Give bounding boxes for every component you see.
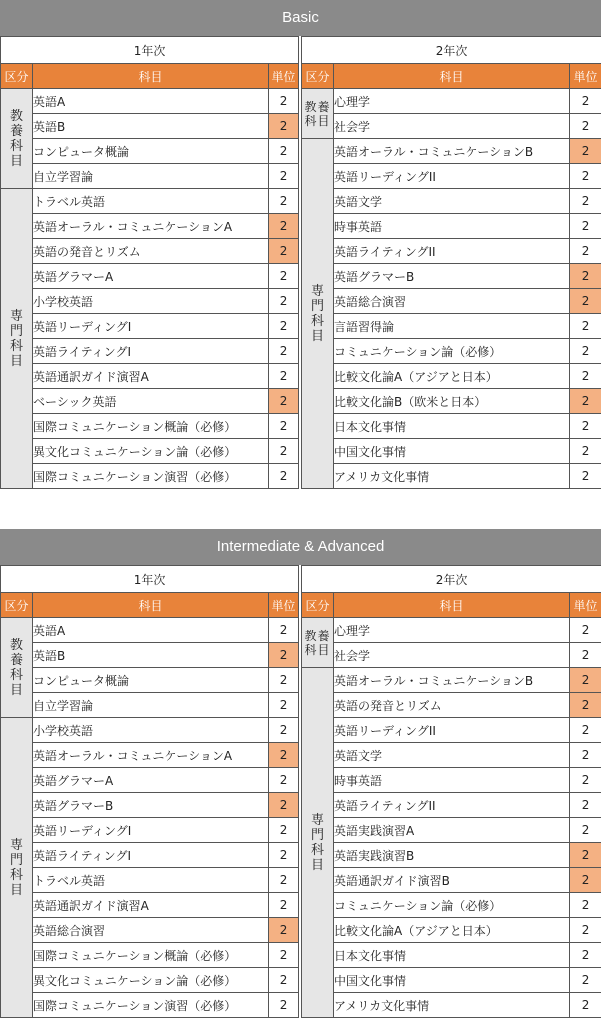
column-gap xyxy=(299,339,302,364)
subject-name: 英語通訳ガイド演習B xyxy=(334,868,570,893)
year1-header: 1年次 xyxy=(1,37,299,64)
table-row xyxy=(1,439,601,464)
table-row xyxy=(1,139,601,164)
subject-name: 日本文化事情 xyxy=(334,414,570,439)
table-row xyxy=(1,339,601,364)
category-label: 教養科目 xyxy=(10,109,24,169)
subject-name: 英語総合演習 xyxy=(334,289,570,314)
subject-name: トラベル英語 xyxy=(33,189,269,214)
col-header-kamoku: 科目 xyxy=(334,64,570,89)
table-row xyxy=(1,968,601,993)
basic-course-table xyxy=(0,36,601,489)
subject-name: 英語ライティングII xyxy=(334,239,570,264)
table-row xyxy=(1,114,601,139)
col-header-tani: 単位 xyxy=(269,64,299,89)
subject-name: 英語リーディングII xyxy=(334,718,570,743)
table-row xyxy=(1,364,601,389)
column-gap xyxy=(299,743,302,768)
category-label: 教養科目 xyxy=(10,638,24,698)
credit-value: 2 xyxy=(269,993,299,1018)
credit-value: 2 xyxy=(570,993,601,1018)
subject-name: 英語A xyxy=(33,618,269,643)
subject-name: 英語総合演習 xyxy=(33,918,269,943)
column-gap xyxy=(299,264,302,289)
column-gap xyxy=(299,364,302,389)
year-header-row xyxy=(1,566,601,593)
subject-name: 心理学 xyxy=(334,618,570,643)
subject-name: 英語オーラル・コミュニケーションA xyxy=(33,214,269,239)
subject-name: 英語A xyxy=(33,89,269,114)
column-gap xyxy=(299,214,302,239)
table-row xyxy=(1,643,601,668)
table-row xyxy=(1,214,601,239)
credit-value: 2 xyxy=(269,139,299,164)
column-gap xyxy=(299,693,302,718)
credit-value: 2 xyxy=(570,868,601,893)
subject-name: コミュニケーション論（必修） xyxy=(334,893,570,918)
credit-value: 2 xyxy=(269,114,299,139)
subject-name: 英語リーディングI xyxy=(33,314,269,339)
table-row xyxy=(1,264,601,289)
table-row xyxy=(1,793,601,818)
credit-value: 2 xyxy=(570,139,601,164)
credit-value: 2 xyxy=(570,893,601,918)
subject-name: 英語ライティングI xyxy=(33,843,269,868)
column-gap xyxy=(299,818,302,843)
subject-name: 英語の発音とリズム xyxy=(33,239,269,264)
column-gap xyxy=(299,793,302,818)
year2-header: 2年次 xyxy=(302,37,601,64)
subject-name: 英語オーラル・コミュニケーションB xyxy=(334,139,570,164)
col-header-kamoku: 科目 xyxy=(33,64,269,89)
category-label: 専門科目 xyxy=(311,813,325,873)
advanced-table-container xyxy=(0,565,601,1018)
column-gap xyxy=(299,918,302,943)
subject-name: 英語グラマーA xyxy=(33,264,269,289)
category-label: 教養科目 xyxy=(304,629,332,657)
credit-value: 2 xyxy=(269,968,299,993)
subject-name: アメリカ文化事情 xyxy=(334,993,570,1018)
credit-value: 2 xyxy=(269,668,299,693)
subject-name: 英語B xyxy=(33,643,269,668)
table-row xyxy=(1,893,601,918)
column-gap xyxy=(299,239,302,264)
basic-title: Basic xyxy=(0,0,601,36)
credit-value: 2 xyxy=(570,968,601,993)
column-gap xyxy=(299,114,302,139)
subject-name: 英語実践演習B xyxy=(334,843,570,868)
subject-name: 英語通訳ガイド演習A xyxy=(33,364,269,389)
table-row xyxy=(1,818,601,843)
subject-name: 小学校英語 xyxy=(33,718,269,743)
subject-name: 自立学習論 xyxy=(33,693,269,718)
credit-value: 2 xyxy=(570,239,601,264)
credit-value: 2 xyxy=(269,339,299,364)
credit-value: 2 xyxy=(570,264,601,289)
subject-name: 言語習得論 xyxy=(334,314,570,339)
credit-value: 2 xyxy=(269,818,299,843)
credit-value: 2 xyxy=(269,164,299,189)
table-row xyxy=(1,239,601,264)
credit-value: 2 xyxy=(269,189,299,214)
column-gap xyxy=(299,414,302,439)
basic-section xyxy=(0,0,601,489)
credit-value: 2 xyxy=(570,164,601,189)
table-row xyxy=(1,164,601,189)
credit-value: 2 xyxy=(570,693,601,718)
table-row xyxy=(1,993,601,1018)
subject-name: 英語ライティングII xyxy=(334,793,570,818)
subject-name: トラベル英語 xyxy=(33,868,269,893)
credit-value: 2 xyxy=(269,743,299,768)
col-header-kubun: 区分 xyxy=(1,593,33,618)
year-header-row xyxy=(1,37,601,64)
credit-value: 2 xyxy=(570,439,601,464)
column-gap xyxy=(299,993,302,1018)
subject-name: 国際コミュニケーション概論（必修） xyxy=(33,943,269,968)
credit-value: 2 xyxy=(269,793,299,818)
col-header-tani: 単位 xyxy=(570,593,601,618)
table-row xyxy=(1,743,601,768)
subject-name: 国際コミュニケーション演習（必修） xyxy=(33,993,269,1018)
table-row xyxy=(1,464,601,489)
credit-value: 2 xyxy=(269,364,299,389)
credit-value: 2 xyxy=(570,339,601,364)
credit-value: 2 xyxy=(269,618,299,643)
credit-value: 2 xyxy=(269,239,299,264)
credit-value: 2 xyxy=(570,943,601,968)
category-cell xyxy=(1,718,33,1018)
credit-value: 2 xyxy=(269,389,299,414)
column-gap xyxy=(299,439,302,464)
credit-value: 2 xyxy=(269,843,299,868)
category-cell xyxy=(1,89,33,189)
table-row xyxy=(1,618,601,643)
category-cell xyxy=(302,668,334,1018)
column-gap xyxy=(299,843,302,868)
column-gap xyxy=(299,943,302,968)
subject-name: 異文化コミュニケーション論（必修） xyxy=(33,968,269,993)
col-header-kamoku: 科目 xyxy=(334,593,570,618)
subject-name: 時事英語 xyxy=(334,214,570,239)
credit-value: 2 xyxy=(269,289,299,314)
column-gap xyxy=(299,189,302,214)
column-gap xyxy=(299,643,302,668)
subject-name: ベーシック英語 xyxy=(33,389,269,414)
col-header-tani: 単位 xyxy=(269,593,299,618)
column-gap xyxy=(299,289,302,314)
credit-value: 2 xyxy=(570,843,601,868)
subject-name: 中国文化事情 xyxy=(334,439,570,464)
year1-header: 1年次 xyxy=(1,566,299,593)
table-row xyxy=(1,189,601,214)
table-row xyxy=(1,943,601,968)
subject-name: 英語ライティングI xyxy=(33,339,269,364)
credit-value: 2 xyxy=(269,893,299,918)
subject-name: 時事英語 xyxy=(334,768,570,793)
subject-name: 英語通訳ガイド演習A xyxy=(33,893,269,918)
credit-value: 2 xyxy=(570,618,601,643)
subject-name: 英語文学 xyxy=(334,189,570,214)
subject-name: 社会学 xyxy=(334,643,570,668)
subject-name: コミュニケーション論（必修） xyxy=(334,339,570,364)
column-gap xyxy=(299,768,302,793)
subject-name: 比較文化論A（アジアと日本） xyxy=(334,918,570,943)
credit-value: 2 xyxy=(570,189,601,214)
credit-value: 2 xyxy=(570,918,601,943)
category-cell xyxy=(1,189,33,489)
subject-name: 英語リーディングII xyxy=(334,164,570,189)
column-gap xyxy=(299,314,302,339)
category-label: 専門科目 xyxy=(10,838,24,898)
category-label: 専門科目 xyxy=(10,309,24,369)
credit-value: 2 xyxy=(570,464,601,489)
subject-name: 英語文学 xyxy=(334,743,570,768)
table-row xyxy=(1,89,601,114)
subject-name: 英語リーディングI xyxy=(33,818,269,843)
subject-name: 比較文化論B（欧米と日本） xyxy=(334,389,570,414)
column-gap xyxy=(299,464,302,489)
category-cell xyxy=(302,139,334,489)
subject-name: 英語グラマーA xyxy=(33,768,269,793)
col-header-kamoku: 科目 xyxy=(33,593,269,618)
subject-name: コンピュータ概論 xyxy=(33,668,269,693)
subject-name: 英語実践演習A xyxy=(334,818,570,843)
credit-value: 2 xyxy=(269,264,299,289)
subject-name: 自立学習論 xyxy=(33,164,269,189)
credit-value: 2 xyxy=(570,364,601,389)
subject-name: 社会学 xyxy=(334,114,570,139)
advanced-course-table xyxy=(0,565,601,1018)
subject-name: 英語グラマーB xyxy=(33,793,269,818)
table-row xyxy=(1,718,601,743)
credit-value: 2 xyxy=(269,464,299,489)
credit-value: 2 xyxy=(269,693,299,718)
credit-value: 2 xyxy=(570,214,601,239)
credit-value: 2 xyxy=(269,214,299,239)
subject-name: 英語の発音とリズム xyxy=(334,693,570,718)
subject-name: コンピュータ概論 xyxy=(33,139,269,164)
col-header-kubun: 区分 xyxy=(302,593,334,618)
category-cell xyxy=(1,618,33,718)
table-row xyxy=(1,768,601,793)
column-header-row xyxy=(1,593,601,618)
subject-name: 日本文化事情 xyxy=(334,943,570,968)
credit-value: 2 xyxy=(570,768,601,793)
column-gap xyxy=(299,968,302,993)
credit-value: 2 xyxy=(269,943,299,968)
credit-value: 2 xyxy=(570,668,601,693)
table-row xyxy=(1,843,601,868)
category-cell xyxy=(302,89,334,139)
credit-value: 2 xyxy=(570,389,601,414)
column-gap xyxy=(299,868,302,893)
subject-name: 異文化コミュニケーション論（必修） xyxy=(33,439,269,464)
col-header-kubun: 区分 xyxy=(302,64,334,89)
category-label: 専門科目 xyxy=(311,284,325,344)
subject-name: 心理学 xyxy=(334,89,570,114)
subject-name: 英語グラマーB xyxy=(334,264,570,289)
column-gap xyxy=(299,389,302,414)
table-row xyxy=(1,314,601,339)
table-row xyxy=(1,289,601,314)
credit-value: 2 xyxy=(570,414,601,439)
credit-value: 2 xyxy=(269,414,299,439)
table-row xyxy=(1,918,601,943)
subject-name: 国際コミュニケーション演習（必修） xyxy=(33,464,269,489)
credit-value: 2 xyxy=(570,89,601,114)
subject-name: 比較文化論A（アジアと日本） xyxy=(334,364,570,389)
col-header-tani: 単位 xyxy=(570,64,601,89)
category-label: 教養科目 xyxy=(304,100,332,128)
credit-value: 2 xyxy=(269,768,299,793)
credit-value: 2 xyxy=(269,918,299,943)
advanced-section xyxy=(0,529,601,1018)
subject-name: 中国文化事情 xyxy=(334,968,570,993)
column-header-row xyxy=(1,64,601,89)
subject-name: 英語オーラル・コミュニケーションB xyxy=(334,668,570,693)
subject-name: 英語オーラル・コミュニケーションA xyxy=(33,743,269,768)
credit-value: 2 xyxy=(269,643,299,668)
credit-value: 2 xyxy=(269,439,299,464)
credit-value: 2 xyxy=(269,868,299,893)
credit-value: 2 xyxy=(570,314,601,339)
subject-name: 小学校英語 xyxy=(33,289,269,314)
subject-name: アメリカ文化事情 xyxy=(334,464,570,489)
subject-name: 国際コミュニケーション概論（必修） xyxy=(33,414,269,439)
table-row xyxy=(1,389,601,414)
credit-value: 2 xyxy=(570,289,601,314)
table-row xyxy=(1,668,601,693)
category-cell xyxy=(302,618,334,668)
basic-table-container xyxy=(0,36,601,489)
credit-value: 2 xyxy=(269,89,299,114)
credit-value: 2 xyxy=(570,114,601,139)
credit-value: 2 xyxy=(570,818,601,843)
credit-value: 2 xyxy=(269,718,299,743)
column-gap xyxy=(299,164,302,189)
table-row xyxy=(1,414,601,439)
year2-header: 2年次 xyxy=(302,566,601,593)
credit-value: 2 xyxy=(570,743,601,768)
subject-name: 英語B xyxy=(33,114,269,139)
column-gap xyxy=(299,893,302,918)
credit-value: 2 xyxy=(570,793,601,818)
col-header-kubun: 区分 xyxy=(1,64,33,89)
advanced-title: Intermediate & Advanced xyxy=(0,529,601,565)
table-row xyxy=(1,868,601,893)
credit-value: 2 xyxy=(570,718,601,743)
table-row xyxy=(1,693,601,718)
column-gap xyxy=(299,718,302,743)
credit-value: 2 xyxy=(269,314,299,339)
credit-value: 2 xyxy=(570,643,601,668)
